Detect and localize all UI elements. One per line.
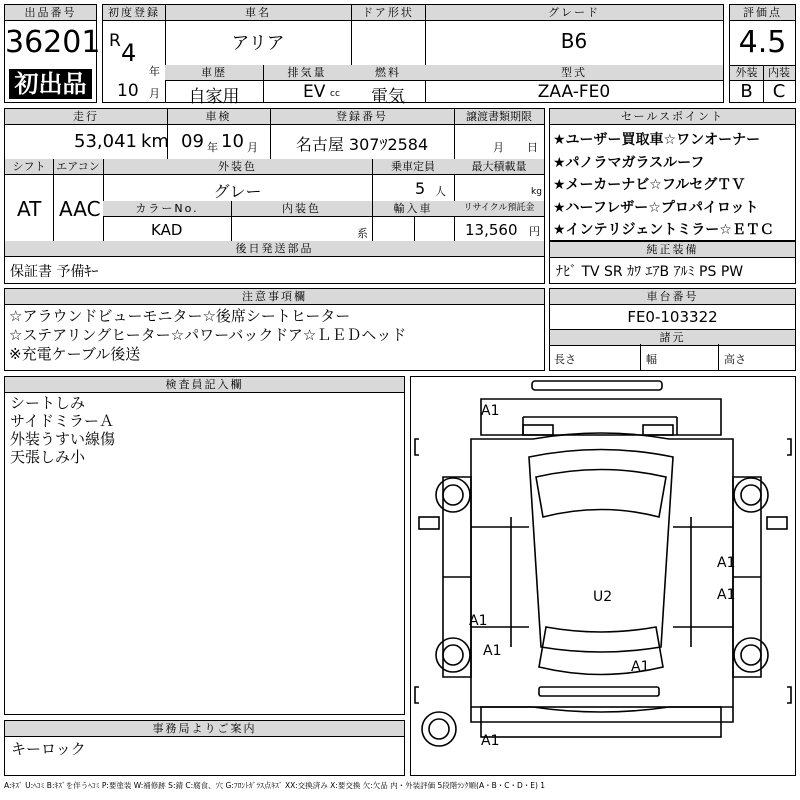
sales-points-list — [553, 129, 774, 242]
interior-score-label: 内装 — [763, 65, 795, 81]
first-listing-badge: 初出品 — [9, 69, 92, 99]
mileage-value: 53,041 — [74, 131, 137, 152]
chassis-label: 車台番号 — [550, 289, 795, 305]
max-load-unit: kg — [531, 187, 542, 197]
plate-value: 名古屋 307ﾂ2584 — [295, 135, 429, 154]
inspector-box — [4, 376, 405, 715]
lot-label: 出品番号 — [5, 5, 96, 21]
sales-point: ★ユーザー買取車☆ワンオーナー — [553, 132, 761, 148]
spec-box — [4, 108, 545, 257]
interior-color-unit: 系 — [357, 227, 368, 240]
inspection-month: 10 — [221, 131, 244, 152]
sales-points-box — [549, 108, 796, 241]
lot-number: 36201 — [5, 25, 101, 60]
mileage-unit: km — [141, 131, 169, 152]
history-value: 自家用 — [188, 87, 240, 107]
first-reg-month: 10 — [117, 81, 139, 101]
sales-point: ★ハーフレザー☆プロパイロット — [553, 199, 759, 216]
inspection-year: 09 — [181, 131, 204, 152]
mirror-right — [767, 517, 787, 529]
inspector-line: サイドミラーＡ — [10, 412, 114, 430]
wheel-rear-right — [734, 638, 768, 672]
mark-roof: U2 — [593, 589, 613, 605]
shift-label: シフト — [5, 159, 53, 175]
mark-front-door-right: A1 — [717, 587, 736, 603]
first-reg-year-unit: 年 — [149, 65, 160, 78]
inspector-line: 天張しみ小 — [10, 448, 86, 466]
wheel-rear-left — [436, 638, 470, 672]
mark-mirror-right: A1 — [717, 555, 736, 571]
sales-point: ★インテリジェントミラー☆ＥＴＣ — [553, 222, 774, 238]
later-parts-box — [4, 256, 545, 284]
max-load-label: 最大積載量 — [454, 159, 544, 175]
office-box — [4, 720, 405, 776]
history-label: 車歴 — [165, 65, 263, 81]
width-label: 幅 — [646, 353, 657, 366]
import-label: 輸入車 — [372, 201, 454, 217]
height-label: 高さ — [724, 353, 746, 366]
grade-value: B6 — [560, 29, 588, 53]
lot-box — [4, 4, 101, 103]
first-reg-month-unit: 月 — [149, 87, 160, 100]
capacity-label: 乗車定員 — [372, 159, 454, 175]
vehicle-header-box — [102, 4, 724, 107]
recycle-value: 13,560 — [465, 221, 518, 239]
transfer-month-unit: 月 — [493, 141, 504, 154]
exterior-color-value: グレー — [213, 182, 262, 201]
inspector-line: シートしみ — [10, 394, 86, 412]
inspection-year-unit: 年 — [207, 141, 218, 154]
note-line: ☆アラウンドビューモニター☆後席シートヒーター — [9, 307, 351, 325]
first-reg-year: 4 — [121, 39, 137, 67]
later-parts-value: 保証書 予備ｷｰ — [10, 264, 99, 280]
interior-color-label: 内装色 — [231, 201, 372, 217]
plate-label: 登録番号 — [270, 109, 454, 125]
inspection-month-unit: 月 — [247, 141, 258, 154]
fuel-label: 燃料 — [351, 65, 425, 81]
mark-rear-fender-left: A1 — [483, 643, 502, 659]
capacity-unit: 人 — [435, 185, 446, 198]
office-value: キーロック — [11, 740, 86, 758]
rear-bumper — [539, 687, 659, 696]
sales-point: ★メーカーナビ☆フルセグＴＶ — [553, 177, 746, 193]
interior-score: C — [772, 81, 786, 102]
legend: A:ｷｽﾞ U:ﾍｺﾐ B:ｷｽﾞを伴うﾍｺﾐ P:要塗装 W:補修跡 S:錆 C:腐食、穴 G:ﾌﾛﾝﾄｶﾞﾗｽ点ｷｽﾞ XX:交換済み X:要交換 欠:欠品 内・外装評価 5段階ﾗﾝｸ順(A・B・C・D・E) 1 — [4, 781, 546, 790]
roof-panel — [529, 450, 673, 653]
mark-front-left: A1 — [481, 403, 500, 419]
model-label: 型式 — [425, 65, 723, 81]
inspector-list — [10, 394, 115, 466]
front-bumper — [532, 381, 662, 390]
grade-label: グレード — [425, 5, 723, 21]
later-parts-label: 後日発送部品 — [5, 241, 544, 257]
inspector-line: 外装うすい線傷 — [10, 430, 116, 448]
exterior-color-label: 外装色 — [103, 159, 372, 175]
note-line: ☆ステアリングヒーター☆パワーバックドア☆ＬＥＤヘッド — [9, 326, 407, 344]
equipment-label: 純正装備 — [550, 241, 795, 258]
chassis-box — [549, 288, 796, 371]
sales-point: ★パノラマガラスルーフ — [553, 154, 705, 171]
score-label: 評価点 — [730, 5, 795, 21]
fuel-value: 電気 — [371, 87, 405, 107]
mileage-label: 走行 — [5, 109, 167, 125]
score-box — [729, 4, 796, 103]
capacity-value: 5 — [415, 179, 426, 198]
wheel-front-right — [734, 478, 768, 512]
vehicle-diagram — [411, 377, 795, 775]
spare-wheel — [422, 712, 456, 746]
wheel-front-left — [436, 478, 470, 512]
inspection-label: 車検 — [167, 109, 270, 125]
notes-label: 注意事項欄 — [5, 289, 544, 305]
recycle-label: リサイクル預託金 — [454, 201, 544, 217]
score-value: 4.5 — [738, 25, 787, 60]
chassis-value: FE0-103322 — [627, 308, 718, 326]
equipment-value: ﾅﾋﾞ TV SR ｶﾜ ｴｱB ｱﾙﾐ PS PW — [556, 264, 744, 280]
mirror-left — [419, 517, 439, 529]
mark-rear-bumper: A1 — [481, 733, 500, 749]
exterior-score: B — [740, 81, 753, 102]
displacement-value: EV — [303, 82, 326, 102]
mark-rear-door-left: A1 — [469, 613, 488, 629]
exterior-score-label: 外装 — [730, 65, 763, 81]
inspector-label: 検査員記入欄 — [5, 377, 404, 393]
ac-value: AAC — [59, 197, 101, 221]
ac-label: エアコン — [53, 159, 103, 175]
first-reg-label: 初度登録 — [103, 5, 165, 21]
displacement-label: 排気量 — [263, 65, 351, 81]
recycle-unit: 円 — [529, 225, 540, 238]
color-no-value: KAD — [151, 221, 183, 239]
notes-box — [4, 288, 545, 371]
sales-points-label: セールスポイント — [550, 109, 795, 125]
transfer-label: 譲渡書類期限 — [454, 109, 544, 125]
length-label: 長さ — [554, 353, 576, 366]
door-label: ドア形状 — [351, 5, 425, 21]
mark-rear-right: A1 — [631, 659, 650, 675]
displacement-unit: cc — [330, 89, 340, 99]
note-line: ※充電ケーブル後送 — [9, 345, 141, 363]
first-reg-era: R — [109, 31, 121, 51]
notes-list — [9, 307, 406, 364]
shift-value: AT — [17, 197, 42, 221]
car-name-value: アリア — [231, 33, 285, 54]
dims-label: 諸元 — [550, 329, 795, 346]
transfer-day-unit: 日 — [527, 141, 538, 154]
equipment-box — [549, 241, 796, 284]
car-name-label: 車名 — [165, 5, 351, 21]
office-label: 事務局よりご案内 — [5, 721, 404, 737]
vehicle-diagram-box — [410, 376, 796, 776]
color-no-label: カラーNo. — [103, 201, 231, 217]
model-value: ZAA-FE0 — [537, 82, 611, 102]
